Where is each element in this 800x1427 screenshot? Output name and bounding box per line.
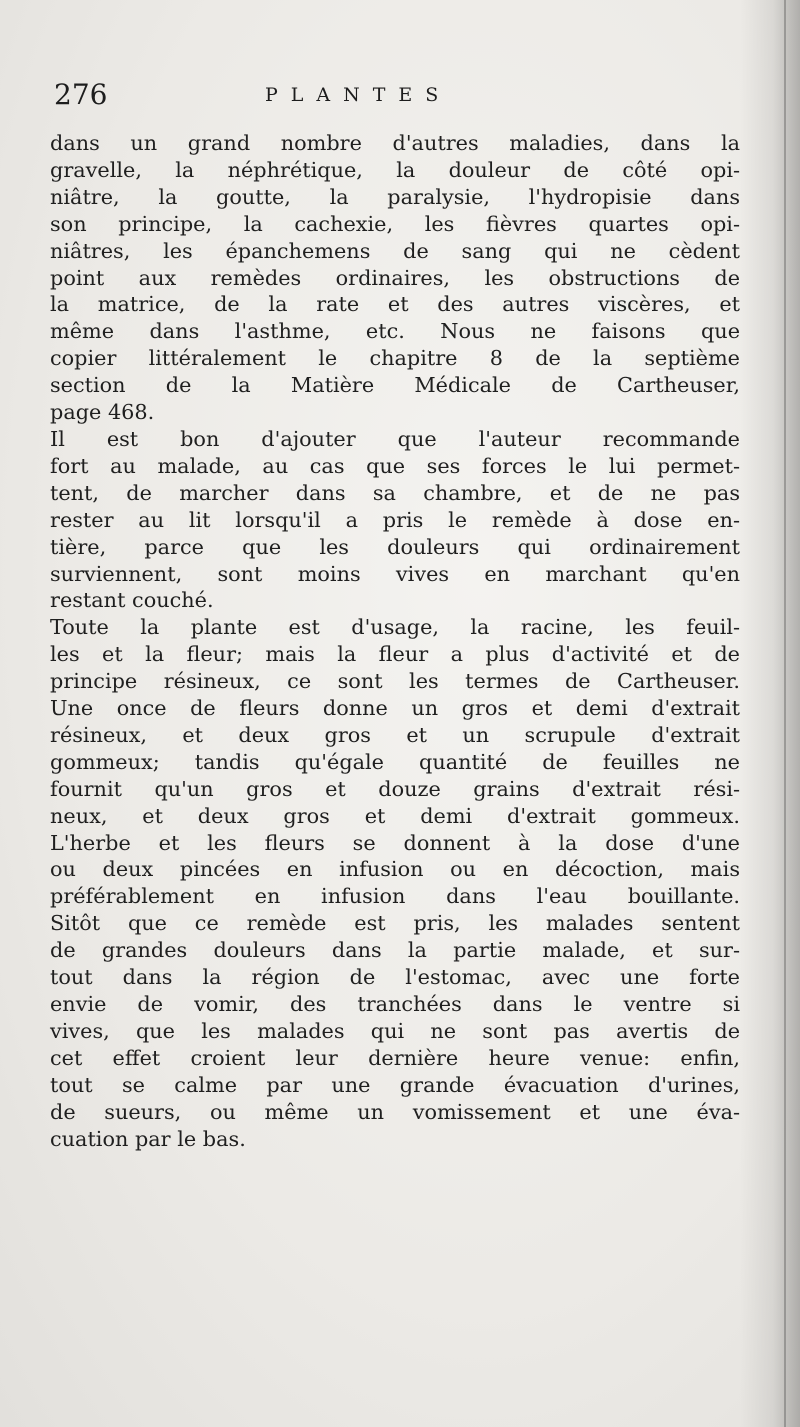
text-line: fournit qu'un gros et douze grains d'extrait rési- <box>50 776 740 801</box>
text-line: envie de vomir, des tranchées dans le ventre si <box>50 992 740 1016</box>
text-line: page 468. <box>50 400 155 425</box>
text-line: cuation par le bas. <box>50 1126 246 1151</box>
body-text <box>50 130 740 1152</box>
text-line: résineux, et deux gros et un scrupule d'extrait <box>50 722 740 747</box>
text-line: dans un grand nombre d'autres maladies, dans la <box>50 131 740 155</box>
page-edge-shadow <box>740 0 800 1427</box>
running-title: PLANTES <box>265 84 452 106</box>
text-line: niâtres, les épanchemens de sang qui ne cèdent <box>50 238 740 263</box>
text-line: de sueurs, ou même un vomissement et une éva- <box>50 1099 740 1124</box>
text-line: niâtre, la goutte, la paralysie, l'hydropisie dans <box>50 184 740 209</box>
text-line: fort au malade, au cas que ses forces le lui permet- <box>50 453 740 478</box>
text-line: tout se calme par une grande évacuation d'urines, <box>50 1072 740 1097</box>
text-line: Il est bon d'ajouter que l'auteur recommande <box>50 426 740 451</box>
text-line: Toute la plante est d'usage, la racine, les feuil- <box>50 615 740 640</box>
text-line: gommeux; tandis qu'égale quantité de feuilles ne <box>50 749 740 774</box>
text-line: copier littéralement le chapitre 8 de la septième <box>50 346 740 371</box>
text-line: gravelle, la néphrétique, la douleur de côté opi- <box>50 157 740 182</box>
text-line: section de la Matière Médicale de Cartheuser, <box>50 373 740 398</box>
page-edge-line <box>784 0 786 1427</box>
text-line: les et la fleur; mais la fleur a plus d'activité et de <box>50 642 740 667</box>
text-line: L'herbe et les fleurs se donnent à la dose d'une <box>50 830 740 855</box>
text-line: point aux remèdes ordinaires, les obstructions de <box>50 265 740 290</box>
text-line: vives, que les malades qui ne sont pas avertis de <box>50 1018 740 1043</box>
text-line: la matrice, de la rate et des autres viscères, et <box>50 292 740 317</box>
text-line: son principe, la cachexie, les fièvres quartes opi- <box>50 211 740 236</box>
text-line: principe résineux, ce sont les termes de Cartheuser. <box>50 669 740 694</box>
text-line: Une once de fleurs donne un gros et demi d'extrait <box>50 696 740 721</box>
text-line: préférablement en infusion dans l'eau bouillante. <box>50 884 740 909</box>
text-line: tout dans la région de l'estomac, avec une forte <box>50 965 740 990</box>
text-line: même dans l'asthme, etc. Nous ne faisons que <box>50 319 740 344</box>
text-line: surviennent, sont moins vives en marchant qu'en <box>50 561 740 586</box>
text-line: rester au lit lorsqu'il a pris le remède à dose en- <box>50 507 740 532</box>
text-line: tière, parce que les douleurs qui ordinairement <box>50 534 740 559</box>
text-line: tent, de marcher dans sa chambre, et de ne pas <box>50 480 740 505</box>
text-line: Sitôt que ce remède est pris, les malades sentent <box>50 911 740 936</box>
text-line: cet effet croient leur dernière heure venue: enfin, <box>50 1045 740 1070</box>
text-line: ou deux pincées en infusion ou en décoction, mais <box>50 857 740 882</box>
text-line: restant couché. <box>50 588 214 613</box>
text-line: neux, et deux gros et demi d'extrait gommeux. <box>50 803 740 828</box>
page-number: 276 <box>54 78 108 111</box>
running-head <box>40 78 740 118</box>
text-line: de grandes douleurs dans la partie malade, et sur- <box>50 938 740 963</box>
